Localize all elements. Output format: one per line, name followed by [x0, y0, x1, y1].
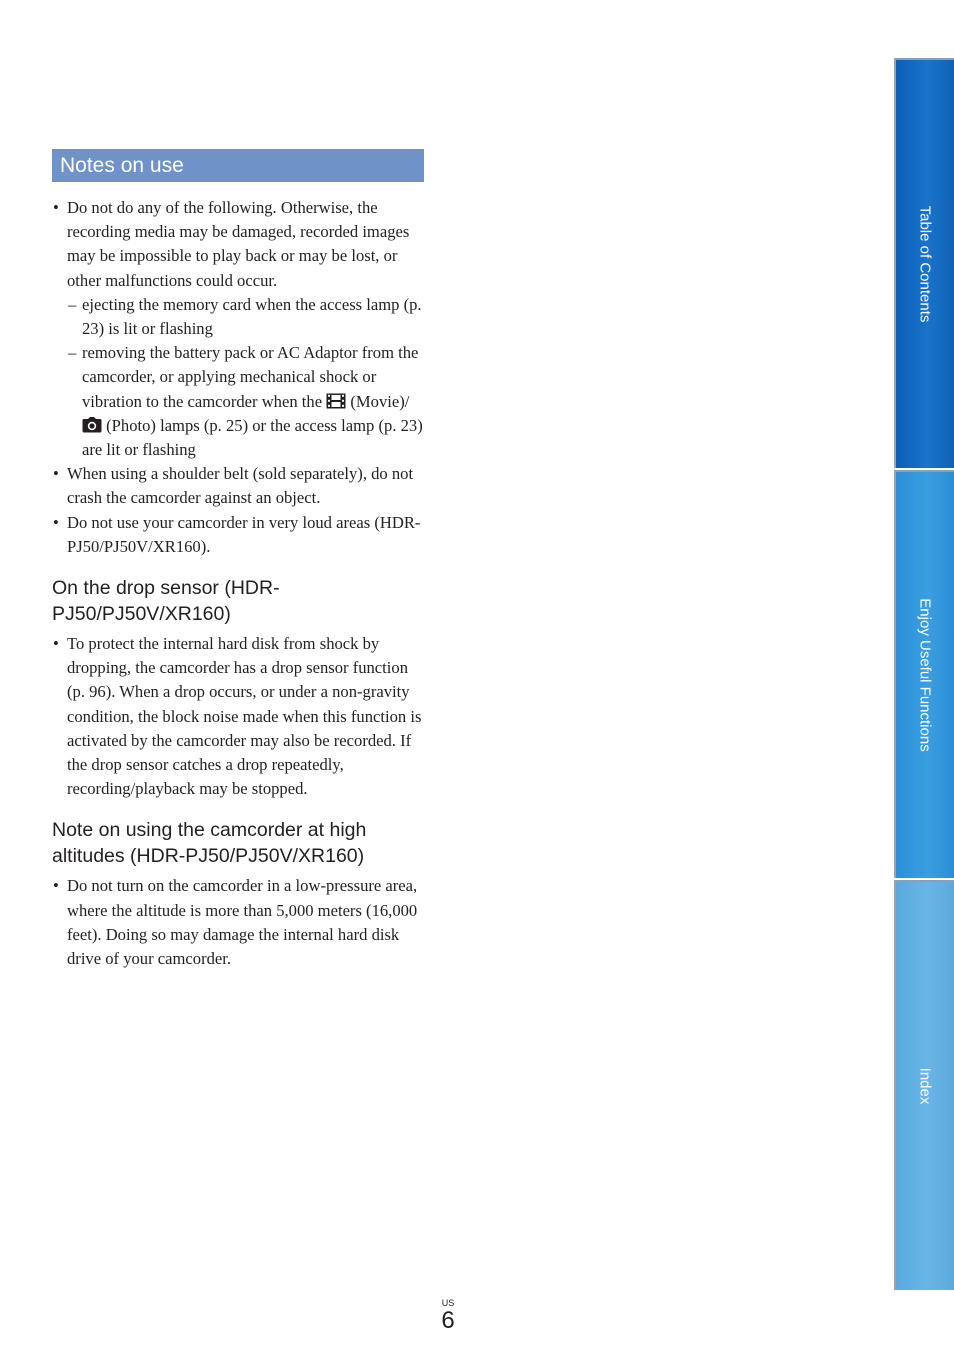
tab-enjoy-useful-functions[interactable] [894, 470, 954, 878]
tab-label: Enjoy Useful Functions [916, 598, 934, 752]
drop-sensor-list [52, 632, 424, 801]
tab-label: Index [916, 1067, 934, 1105]
tab-table-of-contents[interactable] [894, 58, 954, 468]
section-title: Notes on use [52, 149, 424, 182]
dash-text: (Movie)/ [346, 391, 410, 411]
altitude-list [52, 874, 424, 971]
altitude-heading: Note on using the camcorder at high altitudes (HDR-PJ50/PJ50V/XR160) [52, 819, 367, 867]
photo-camera-icon [82, 417, 102, 433]
list-item [52, 632, 424, 801]
dash-text: removing the battery pack or AC Adaptor from the camcorder, or applying mechanical shock or vibration to the camcorder when the [82, 343, 419, 411]
bullet-text: Do not use your camcorder in very loud areas (HDR-PJ50/PJ50V/XR160). [67, 512, 421, 556]
main-content [52, 149, 424, 971]
list-item [52, 196, 424, 462]
page-region: US [441, 1298, 455, 1308]
bullet-text: Do not do any of the following. Otherwise, the recording media may be damaged, recorded images may be impossible to play back or may be lost, or other malfunctions could occur. [67, 198, 410, 290]
dash-item [67, 293, 424, 341]
list-item [52, 462, 424, 510]
page-number [438, 1297, 458, 1333]
dash-text: (Photo) lamps (p. 25) or the access lamp (p. 23) are lit or flashing [82, 415, 423, 460]
list-item [52, 511, 424, 559]
page-number-value: 6 [441, 1307, 455, 1334]
dash-list [67, 293, 424, 462]
tab-label: Table of Contents [916, 205, 934, 323]
intro-bullet-list [52, 196, 424, 559]
bullet-text: When using a shoulder belt (sold separately), do not crash the camcorder against an object. [67, 464, 414, 508]
dash-item [67, 341, 424, 462]
bullet-text: Do not turn on the camcorder in a low-pressure area, where the altitude is more than 5,000 meters (16,000 feet). Doing so may damage the internal hard disk drive of your camcorder. [67, 876, 418, 969]
tab-index[interactable] [894, 880, 954, 1290]
bullet-text: To protect the internal hard disk from shock by dropping, the camcorder has a drop sensor function (p. 96). When a drop occurs, or under a non-gravity condition, the block noise made when this function is activated by the camcorder may also be recorded. If the drop sensor catches a drop repeatedly, recording/playback may be stopped. [67, 634, 422, 799]
movie-film-icon [326, 393, 346, 409]
dash-text: ejecting the memory card when the access lamp (p. 23) is lit or flashing [82, 294, 422, 339]
drop-sensor-heading: On the drop sensor (HDR-PJ50/PJ50V/XR160) [52, 577, 280, 625]
list-item [52, 874, 424, 971]
